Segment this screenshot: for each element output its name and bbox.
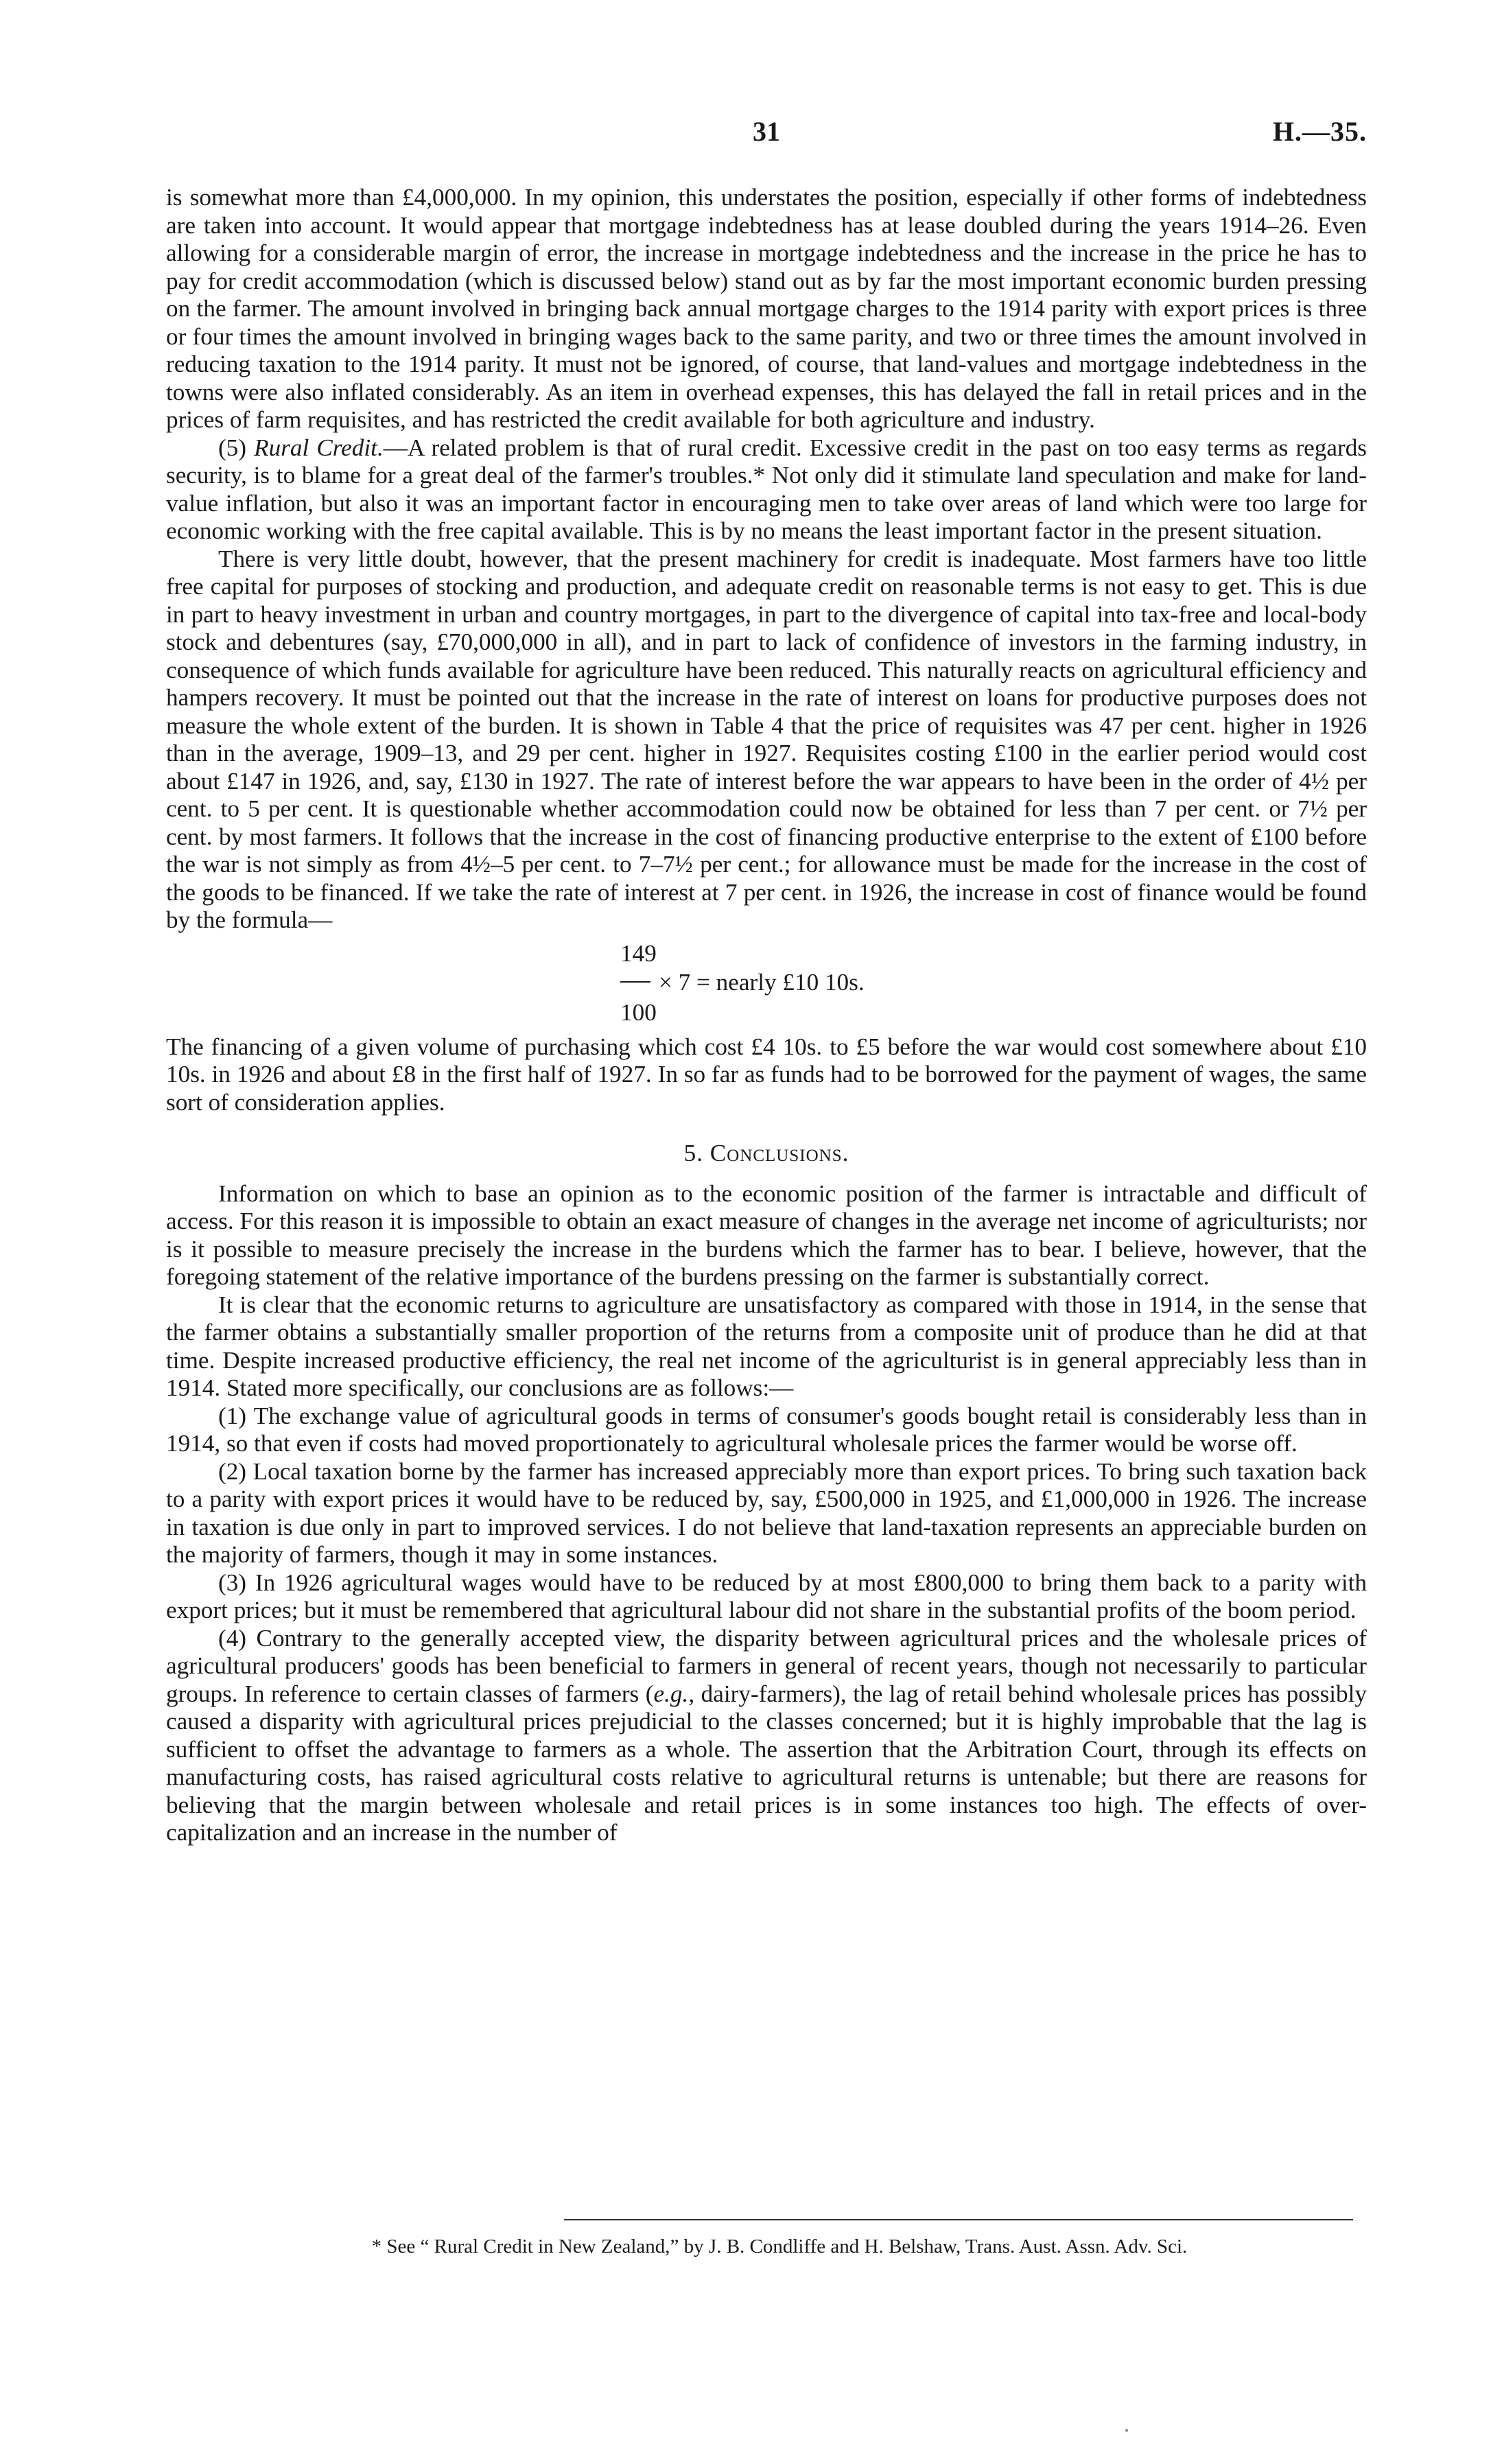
paragraph-credit-machinery: There is very little doubt, however, that the present machinery for credit is inadequate. Most farmers have too little free capital for purposes of stocking and production, and adequate credit on reasonable terms is not easy to get. This is due in part to heavy investment in urban and country mortgages, in part to the divergence of capital into tax-free and local-body stock and debentures (say, £70,000,000 in all), and in part to lack of confidence of investors in the farming industry, in consequence of which funds available for agriculture have been reduced. This naturally reacts on agricultural efficiency and hampers recovery. It must be pointed out that the increase in the rate of interest on loans for productive purposes does not measure the whole extent of the burden. It is shown in Table 4 that the price of requisites was 47 per cent. higher in 1926 than in the average, 1909–13, and 29 per cent. higher in 1927. Requisites costing £100 in the earlier period would cost about £147 in 1926, and, say, £130 in 1927. The rate of interest before the war appears to have been in the order of 4½ per cent. to 5 per cent. It is questionable whether accommodation could now be obtained for less than 7 per cent. or 7½ per cent. by most farmers. It follows that the increase in the cost of financing productive enterprise to the extent of £100 before the war is not simply as from 4½–5 per cent. to 7–7½ per cent.; for allowance must be made for the increase in the cost of the goods to be financed. If we take the rate of interest at 7 per cent. in 1926, the increase in cost of finance would be found by the formula— <box>166 545 1367 933</box>
paragraph-economic-returns: It is clear that the economic returns to agriculture are unsatisfactory as compared with those in 1914, in the sense that the farmer obtains a substantially smaller proportion of the returns from a composite unit of produce than he did at that time. Despite increased productive efficiency, the real net income of the agriculturist is in general appreciably less than in 1914. Stated more specifically, our conclusions are as follows:— <box>166 1291 1367 1401</box>
paragraph-mortgage-indebtedness: is somewhat more than £4,000,000. In my opinion, this understates the position, especially if other forms of indebtedness are taken into account. It would appear that mortgage indebtedness has at lease doubled during the years 1914–26. Even allowing for a considerable margin of error, the increase in mortgage indebtedness and the increase in the price he has to pay for credit accommodation (which is discussed below) stand out as by far the most important economic burden pressing on the farmer. The amount involved in bringing back annual mortgage charges to the 1914 parity with export prices is three or four times the amount involved in bringing wages back to the same parity, and two or three times the amount involved in reducing taxation to the 1914 parity. It must not be ignored, of course, that land-values and mortgage indebtedness in the towns were also inflated considerably. As an item in overhead expenses, this has delayed the fall in retail prices and in the prices of farm requisites, and has restricted the credit available for both agriculture and industry. <box>166 184 1367 433</box>
paragraph-rural-credit <box>166 434 1367 545</box>
fraction-bar <box>620 981 650 983</box>
item-title: Rural Credit. <box>254 434 384 461</box>
conclusion-4 <box>166 1625 1367 1847</box>
cost-formula <box>620 940 1032 1028</box>
document-reference: H.—35. <box>1272 116 1367 147</box>
formula-result: × 7 = nearly £10 10s. <box>659 968 865 996</box>
paragraph-information: Information on which to base an opinion as to the economic position of the farmer is intractable and difficult of access. For this reason it is impossible to obtain an exact measure of changes in the average net income of agriculturists; nor is it possible to measure precisely the increase in the burdens which the farmer has to bear. I believe, however, that the foregoing statement of the relative importance of the burdens pressing on the farmer is substantially correct. <box>166 1180 1367 1290</box>
scan-speck <box>1125 2429 1128 2432</box>
footnote-divider <box>564 2219 1353 2220</box>
conclusion-2: (2) Local taxation borne by the farmer has increased appreciably more than export prices. To bring such taxation back to a parity with export prices it would have to be reduced by, say, £500,000 in 1925, and £1,000,000 in 1926. The increase in taxation is due only in part to improved services. I do not believe that land-taxation represents an appreciable burden on the majority of farmers, though it may in some instances. <box>166 1457 1367 1568</box>
conclusion-4-eg: e.g. <box>653 1680 689 1707</box>
body-text <box>166 184 1367 1847</box>
page-number: 31 <box>753 116 780 147</box>
conclusion-3: (3) In 1926 agricultural wages would have to be reduced by at most £800,000 to bring them back to a parity with export prices; but it must be remembered that agricultural labour did not share in the substantial profits of the boom period. <box>166 1569 1367 1623</box>
page-header <box>166 115 1367 156</box>
paragraph-financing-cost: The financing of a given volume of purchasing which cost £4 10s. to £5 before the war would cost somewhere about £10 10s. in 1926 and about £8 in the first half of 1927. In so far as funds had to be borrowed for the payment of wages, the same sort of consideration applies. <box>166 1033 1367 1116</box>
conclusion-1: (1) The exchange value of agricultural goods in terms of consumer's goods bought retail is considerably less than in 1914, so that even if costs had moved proportionately to agricultural wholesale prices the farmer would be worse off. <box>166 1402 1367 1457</box>
section-heading-conclusions: 5. Conclusions. <box>683 1140 849 1166</box>
conclusion-4-part-a: (4) Contrary to the generally accepted view, the disparity between agricultural prices and the wholesale prices of agricultural producers' goods has been beneficial to farmers in general of recent years, though not necessarily to particular groups. In reference to certain classes of farmers ( <box>166 1624 1367 1707</box>
footnote: * See “ Rural Credit in New Zealand,” by J. B. Condliffe and H. Belshaw, Trans. Aust. Assn. Adv. Sci. <box>371 2236 1188 2257</box>
item-text: —A related problem is that of rural credit. Excessive credit in the past on too easy terms as regards security, is to blame for a great deal of the farmer's troubles.* Not only did it stimulate land speculation and make for land-value inflation, but also it was an important factor in encouraging men to take over areas of land which were too large for economic working with the free capital available. This is by no means the least important factor in the present situation. <box>166 434 1367 544</box>
formula-denominator: 100 <box>620 998 657 1026</box>
conclusion-4-part-b: , dairy-farmers), the lag of retail behind wholesale prices has possibly caused a disparity with agricultural prices prejudicial to the classes concerned; but it is highly improbable that the lag is sufficient to offset the advantage to farmers as a whole. The assertion that the Arbitration Court, through its effects on manufacturing costs, has raised agricultural costs relative to agricultural returns is untenable; but there are reasons for believing that the margin between wholesale and retail prices is in some instances too high. The effects of over-capitalization and an increase in the number of <box>166 1680 1367 1846</box>
formula-numerator: 149 <box>620 939 657 967</box>
item-number: (5) <box>218 434 247 461</box>
